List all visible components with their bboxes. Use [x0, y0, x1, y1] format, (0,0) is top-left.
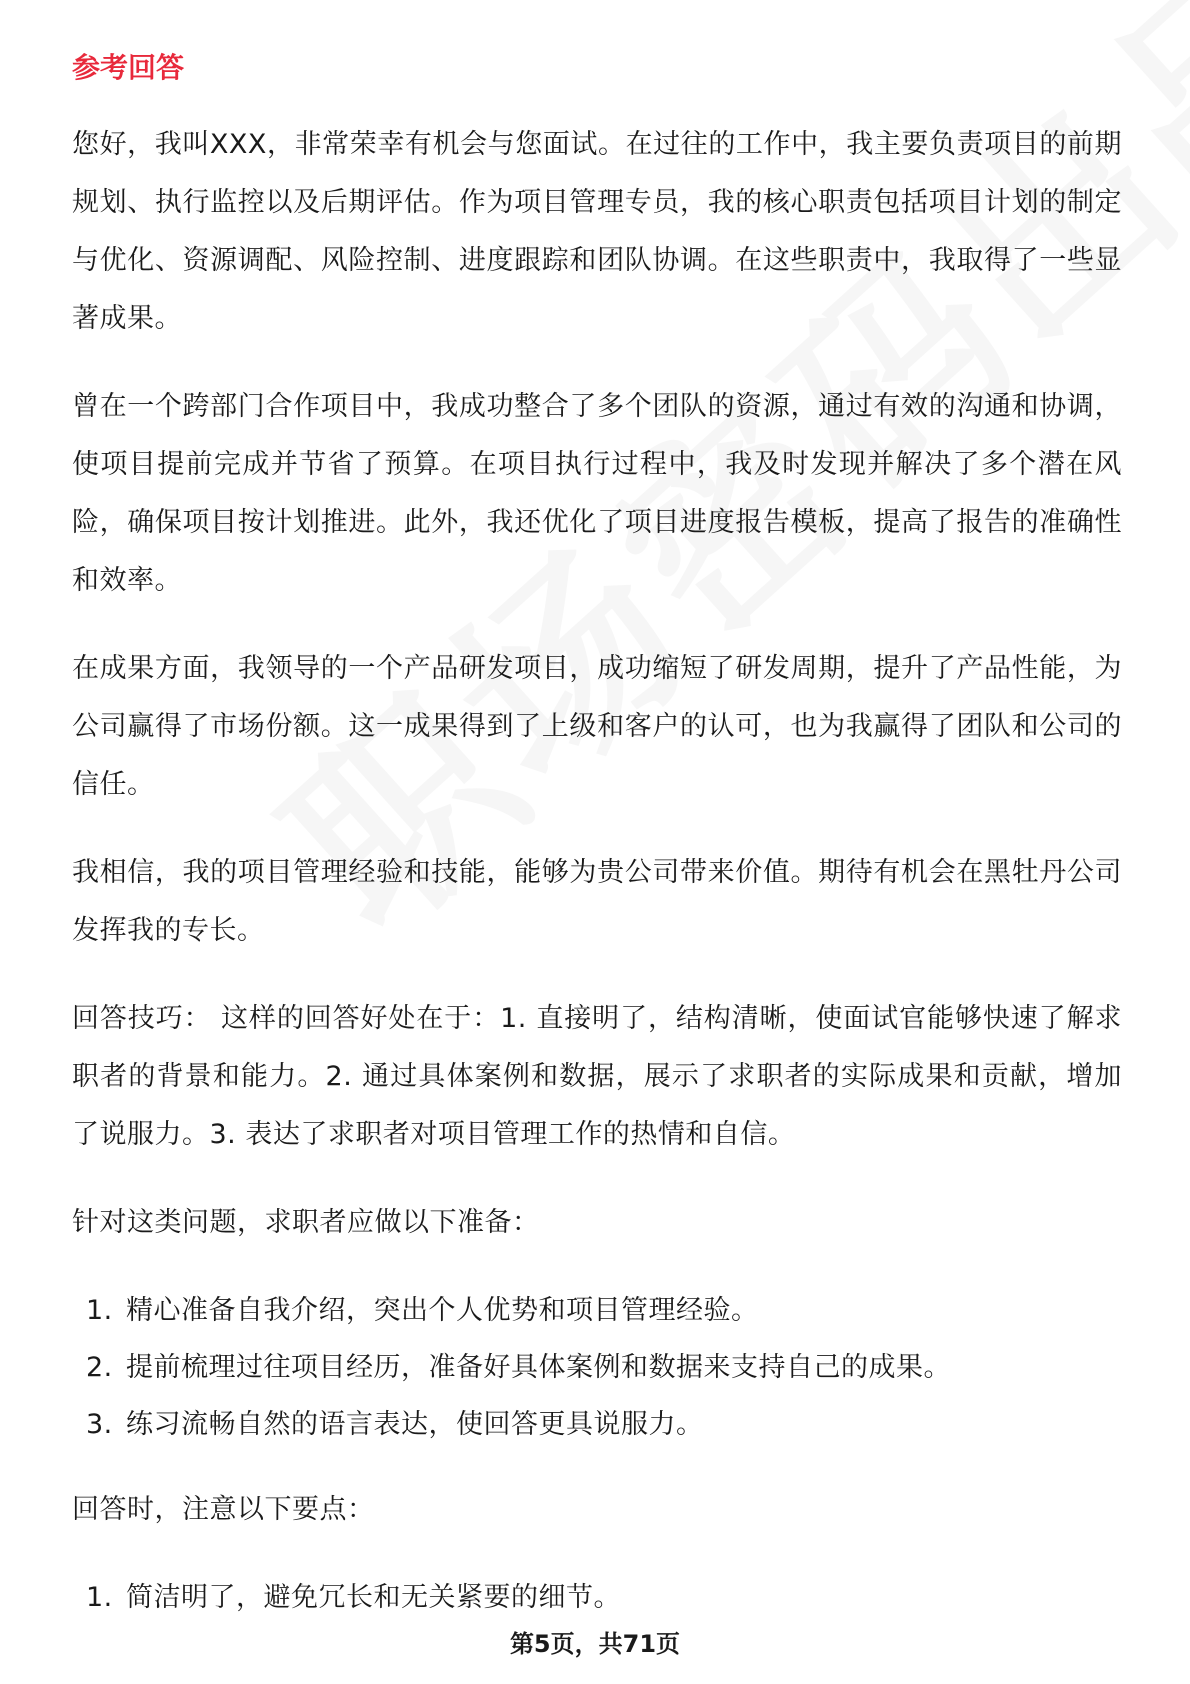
list-item — [86, 1569, 1122, 1626]
paragraph-tips: 回答技巧： 这样的回答好处在于：1. 直接明了，结构清晰，使面试官能够快速了解求职者的背景和能力。2. 通过具体案例和数据，展示了求职者的实际成果和贡献，增加了说服力。3. 表达了求职者对项目管理工作的热情和自信。 — [72, 1003, 1122, 1150]
paragraph-closing: 我相信，我的项目管理经验和技能，能够为贵公司带来价值。期待有机会在黑牡丹公司发挥我的专长。 — [72, 857, 1122, 946]
list-number: 2. — [86, 1352, 113, 1383]
list-item — [86, 1339, 1122, 1396]
list-item — [86, 1282, 1122, 1339]
list-text: 精心准备自我介绍，突出个人优势和项目管理经验。 — [126, 1295, 759, 1326]
prep-intro: 针对这类问题，求职者应做以下准备： — [72, 1207, 540, 1238]
list-item — [86, 1396, 1122, 1453]
list-number: 1. — [86, 1295, 113, 1326]
notes-intro: 回答时，注意以下要点： — [72, 1494, 375, 1525]
list-number: 1. — [86, 1582, 113, 1613]
notes-list — [72, 1569, 1122, 1626]
list-text: 提前梳理过往项目经历，准备好具体案例和数据来支持自己的成果。 — [126, 1352, 951, 1383]
list-text: 简洁明了，避免冗长和无关紧要的细节。 — [126, 1582, 621, 1613]
page-footer: 第5页，共71页 — [509, 1630, 681, 1658]
paragraph-achievements: 在成果方面，我领导的一个产品研发项目，成功缩短了研发周期，提升了产品性能，为公司赢得了市场份额。这一成果得到了上级和客户的认可，也为我赢得了团队和公司的信任。 — [72, 653, 1122, 800]
prep-list — [72, 1282, 1122, 1453]
page-content — [72, 48, 1122, 1654]
list-number: 3. — [86, 1409, 113, 1440]
section-title: 参考回答 — [72, 51, 185, 84]
paragraph-intro: 您好，我叫XXX，非常荣幸有机会与您面试。在过往的工作中，我主要负责项目的前期规划、执行监控以及后期评估。作为项目管理专员，我的核心职责包括项目计划的制定与优化、资源调配、风险控制、进度跟踪和团队协调。在这些职责中，我取得了一些显著成果。 — [72, 129, 1122, 334]
paragraph-experience: 曾在一个跨部门合作项目中，我成功整合了多个团队的资源，通过有效的沟通和协调，使项目提前完成并节省了预算。在项目执行过程中，我及时发现并解决了多个潜在风险，确保项目按计划推进。此外，我还优化了项目进度报告模板，提高了报告的准确性和效率。 — [72, 391, 1122, 596]
list-text: 练习流畅自然的语言表达，使回答更具说服力。 — [126, 1409, 704, 1440]
